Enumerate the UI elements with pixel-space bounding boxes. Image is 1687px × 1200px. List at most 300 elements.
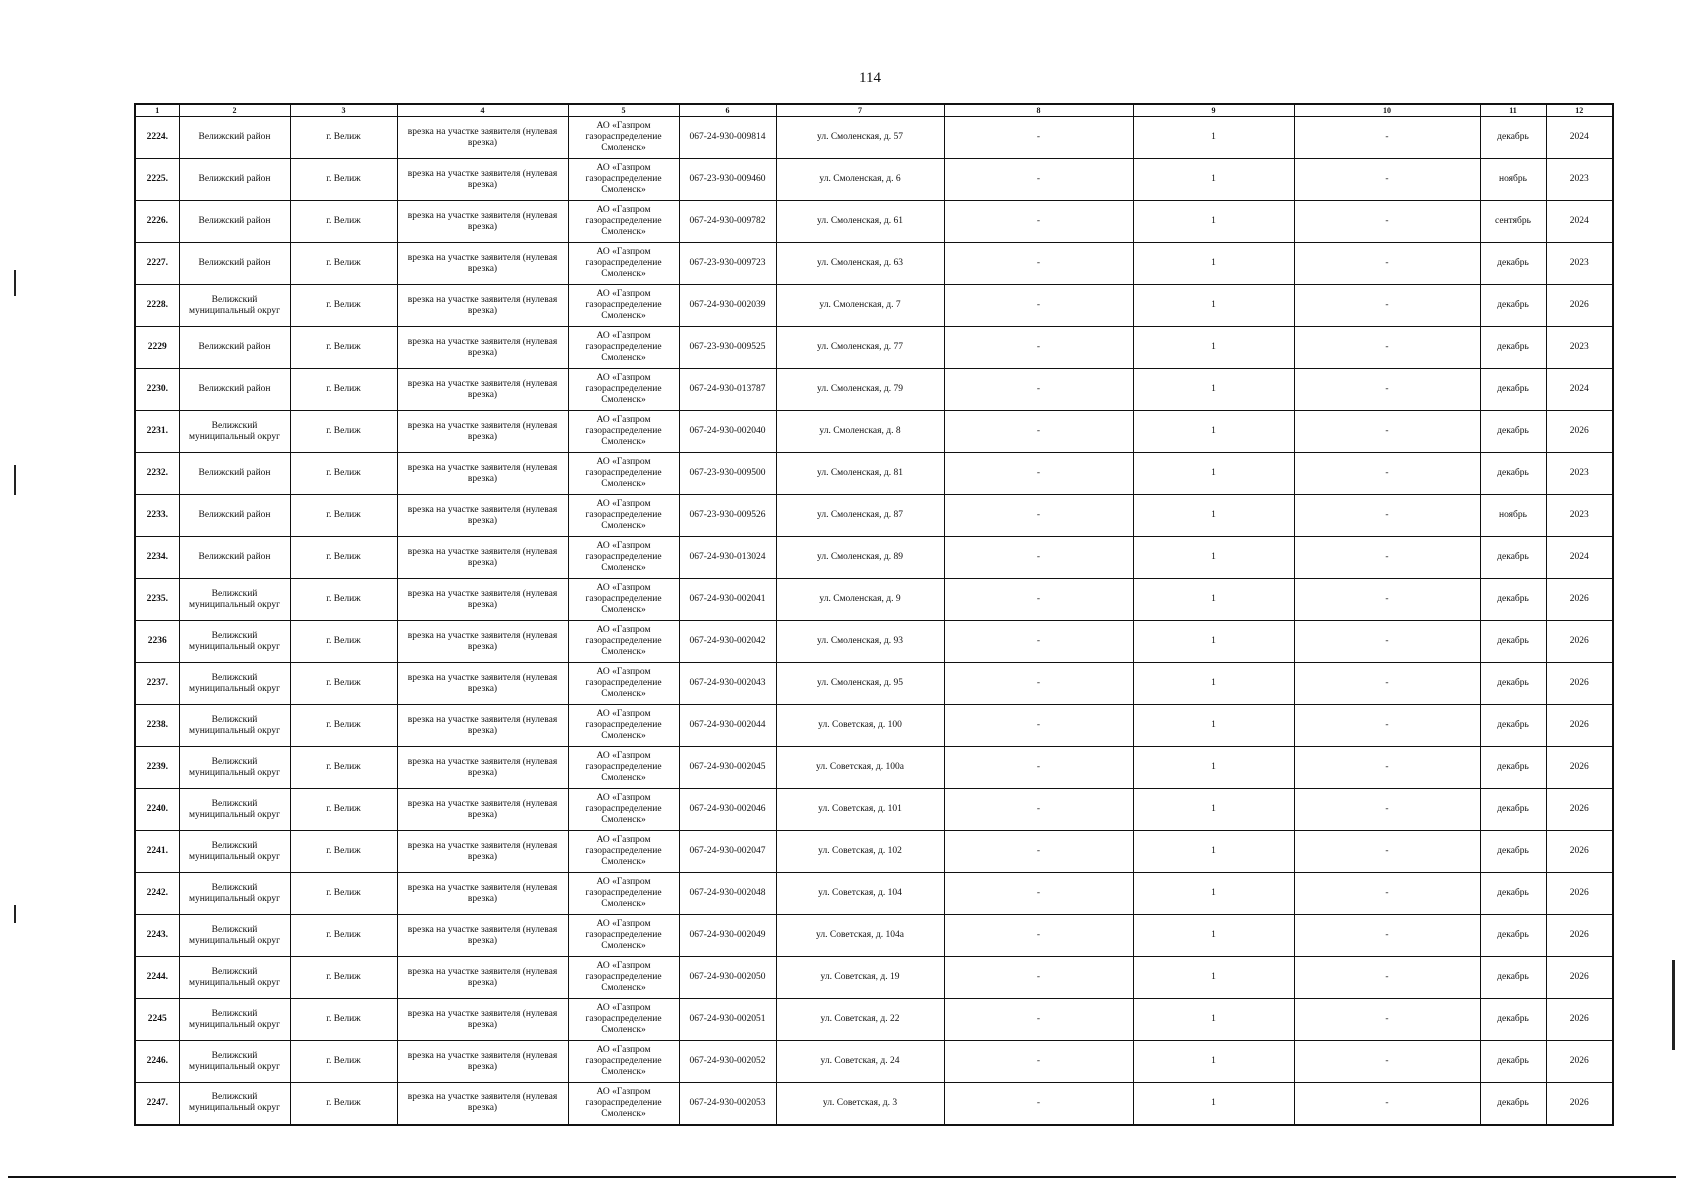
city-cell: г. Велиж — [290, 201, 397, 243]
table-row — [135, 915, 1613, 957]
month-cell: декабрь — [1480, 537, 1546, 579]
month-cell: декабрь — [1480, 411, 1546, 453]
year-cell: 2026 — [1546, 285, 1613, 327]
column-8-cell: - — [944, 789, 1133, 831]
scan-margin-mark — [14, 270, 16, 296]
row-number: 2232. — [135, 453, 179, 495]
application-code-cell: 067-23-930-009525 — [679, 327, 776, 369]
city-cell: г. Велиж — [290, 999, 397, 1041]
city-cell: г. Велиж — [290, 915, 397, 957]
column-8-cell: - — [944, 243, 1133, 285]
district-cell: Велижский муниципальный округ — [179, 789, 290, 831]
column-10-cell: - — [1294, 747, 1480, 789]
column-10-cell: - — [1294, 159, 1480, 201]
month-cell: ноябрь — [1480, 495, 1546, 537]
column-header: 8 — [944, 104, 1133, 117]
month-cell: декабрь — [1480, 327, 1546, 369]
organization-cell: АО «Газпром газораспределение Смоленск» — [568, 705, 679, 747]
month-cell: декабрь — [1480, 243, 1546, 285]
column-9-cell: 1 — [1133, 705, 1294, 747]
column-header: 2 — [179, 104, 290, 117]
application-code-cell: 067-24-930-002043 — [679, 663, 776, 705]
table-row — [135, 117, 1613, 159]
year-cell: 2026 — [1546, 915, 1613, 957]
organization-cell: АО «Газпром газораспределение Смоленск» — [568, 369, 679, 411]
work-type-cell: врезка на участке заявителя (нулевая врезка) — [397, 285, 568, 327]
row-number: 2237. — [135, 663, 179, 705]
month-cell: декабрь — [1480, 999, 1546, 1041]
address-cell: ул. Советская, д. 100 — [776, 705, 944, 747]
city-cell: г. Велиж — [290, 285, 397, 327]
work-type-cell: врезка на участке заявителя (нулевая врезка) — [397, 159, 568, 201]
table-row — [135, 663, 1613, 705]
row-number: 2244. — [135, 957, 179, 999]
table-row — [135, 537, 1613, 579]
month-cell: декабрь — [1480, 1083, 1546, 1125]
column-10-cell: - — [1294, 873, 1480, 915]
column-9-cell: 1 — [1133, 663, 1294, 705]
application-code-cell: 067-24-930-002041 — [679, 579, 776, 621]
address-cell: ул. Смоленская, д. 63 — [776, 243, 944, 285]
column-8-cell: - — [944, 327, 1133, 369]
district-cell: Велижский район — [179, 159, 290, 201]
application-code-cell: 067-24-930-002050 — [679, 957, 776, 999]
scan-margin-mark — [14, 905, 16, 923]
column-10-cell: - — [1294, 495, 1480, 537]
application-code-cell: 067-24-930-002045 — [679, 747, 776, 789]
address-cell: ул. Смоленская, д. 95 — [776, 663, 944, 705]
column-10-cell: - — [1294, 705, 1480, 747]
city-cell: г. Велиж — [290, 873, 397, 915]
application-code-cell: 067-24-930-002047 — [679, 831, 776, 873]
work-type-cell: врезка на участке заявителя (нулевая врезка) — [397, 999, 568, 1041]
year-cell: 2023 — [1546, 327, 1613, 369]
district-cell: Велижский муниципальный округ — [179, 999, 290, 1041]
column-10-cell: - — [1294, 453, 1480, 495]
year-cell: 2026 — [1546, 411, 1613, 453]
column-9-cell: 1 — [1133, 831, 1294, 873]
column-10-cell: - — [1294, 411, 1480, 453]
application-code-cell: 067-24-930-009782 — [679, 201, 776, 243]
month-cell: декабрь — [1480, 705, 1546, 747]
organization-cell: АО «Газпром газораспределение Смоленск» — [568, 663, 679, 705]
month-cell: декабрь — [1480, 621, 1546, 663]
column-10-cell: - — [1294, 789, 1480, 831]
column-9-cell: 1 — [1133, 1083, 1294, 1125]
column-8-cell: - — [944, 285, 1133, 327]
row-number: 2226. — [135, 201, 179, 243]
district-cell: Велижский район — [179, 369, 290, 411]
district-cell: Велижский муниципальный округ — [179, 747, 290, 789]
year-cell: 2026 — [1546, 705, 1613, 747]
address-cell: ул. Смоленская, д. 81 — [776, 453, 944, 495]
application-code-cell: 067-23-930-009500 — [679, 453, 776, 495]
column-10-cell: - — [1294, 537, 1480, 579]
month-cell: декабрь — [1480, 1041, 1546, 1083]
column-header: 12 — [1546, 104, 1613, 117]
work-type-cell: врезка на участке заявителя (нулевая врезка) — [397, 663, 568, 705]
year-cell: 2026 — [1546, 1083, 1613, 1125]
column-10-cell: - — [1294, 201, 1480, 243]
city-cell: г. Велиж — [290, 789, 397, 831]
city-cell: г. Велиж — [290, 159, 397, 201]
work-type-cell: врезка на участке заявителя (нулевая врезка) — [397, 747, 568, 789]
column-9-cell: 1 — [1133, 999, 1294, 1041]
work-type-cell: врезка на участке заявителя (нулевая врезка) — [397, 873, 568, 915]
month-cell: декабрь — [1480, 369, 1546, 411]
column-10-cell: - — [1294, 1041, 1480, 1083]
city-cell: г. Велиж — [290, 537, 397, 579]
scan-margin-mark — [1672, 960, 1675, 1050]
organization-cell: АО «Газпром газораспределение Смоленск» — [568, 1083, 679, 1125]
organization-cell: АО «Газпром газораспределение Смоленск» — [568, 789, 679, 831]
column-header: 9 — [1133, 104, 1294, 117]
column-10-cell: - — [1294, 243, 1480, 285]
address-cell: ул. Советская, д. 100а — [776, 747, 944, 789]
column-9-cell: 1 — [1133, 201, 1294, 243]
application-code-cell: 067-24-930-013787 — [679, 369, 776, 411]
row-number: 2234. — [135, 537, 179, 579]
year-cell: 2026 — [1546, 579, 1613, 621]
month-cell: декабрь — [1480, 453, 1546, 495]
address-cell: ул. Смоленская, д. 93 — [776, 621, 944, 663]
column-9-cell: 1 — [1133, 537, 1294, 579]
organization-cell: АО «Газпром газораспределение Смоленск» — [568, 999, 679, 1041]
column-8-cell: - — [944, 411, 1133, 453]
district-cell: Велижский район — [179, 537, 290, 579]
organization-cell: АО «Газпром газораспределение Смоленск» — [568, 915, 679, 957]
district-cell: Велижский район — [179, 327, 290, 369]
table-row — [135, 579, 1613, 621]
table-body — [135, 117, 1613, 1125]
table-row — [135, 327, 1613, 369]
address-cell: ул. Советская, д. 101 — [776, 789, 944, 831]
district-cell: Велижский район — [179, 201, 290, 243]
address-cell: ул. Советская, д. 22 — [776, 999, 944, 1041]
column-9-cell: 1 — [1133, 369, 1294, 411]
application-code-cell: 067-24-930-009814 — [679, 117, 776, 159]
column-9-cell: 1 — [1133, 957, 1294, 999]
year-cell: 2026 — [1546, 957, 1613, 999]
application-code-cell: 067-23-930-009723 — [679, 243, 776, 285]
row-number: 2230. — [135, 369, 179, 411]
column-8-cell: - — [944, 999, 1133, 1041]
year-cell: 2026 — [1546, 663, 1613, 705]
work-type-cell: врезка на участке заявителя (нулевая врезка) — [397, 411, 568, 453]
district-cell: Велижский муниципальный округ — [179, 285, 290, 327]
column-header: 11 — [1480, 104, 1546, 117]
year-cell: 2026 — [1546, 873, 1613, 915]
column-9-cell: 1 — [1133, 579, 1294, 621]
table-row — [135, 201, 1613, 243]
column-8-cell: - — [944, 579, 1133, 621]
address-cell: ул. Смоленская, д. 7 — [776, 285, 944, 327]
year-cell: 2023 — [1546, 159, 1613, 201]
application-code-cell: 067-24-930-002053 — [679, 1083, 776, 1125]
year-cell: 2023 — [1546, 243, 1613, 285]
scan-margin-mark — [14, 465, 16, 495]
organization-cell: АО «Газпром газораспределение Смоленск» — [568, 831, 679, 873]
column-8-cell: - — [944, 537, 1133, 579]
city-cell: г. Велиж — [290, 453, 397, 495]
page-number: 114 — [859, 70, 881, 86]
year-cell: 2026 — [1546, 1041, 1613, 1083]
column-8-cell: - — [944, 957, 1133, 999]
column-10-cell: - — [1294, 831, 1480, 873]
row-number: 2228. — [135, 285, 179, 327]
month-cell: декабрь — [1480, 663, 1546, 705]
row-number: 2239. — [135, 747, 179, 789]
column-8-cell: - — [944, 1041, 1133, 1083]
organization-cell: АО «Газпром газораспределение Смоленск» — [568, 621, 679, 663]
address-cell: ул. Смоленская, д. 79 — [776, 369, 944, 411]
city-cell: г. Велиж — [290, 117, 397, 159]
work-type-cell: врезка на участке заявителя (нулевая врезка) — [397, 957, 568, 999]
column-10-cell: - — [1294, 621, 1480, 663]
district-cell: Велижский муниципальный округ — [179, 663, 290, 705]
organization-cell: АО «Газпром газораспределение Смоленск» — [568, 747, 679, 789]
organization-cell: АО «Газпром газораспределение Смоленск» — [568, 243, 679, 285]
application-code-cell: 067-24-930-002046 — [679, 789, 776, 831]
column-9-cell: 1 — [1133, 285, 1294, 327]
organization-cell: АО «Газпром газораспределение Смоленск» — [568, 1041, 679, 1083]
organization-cell: АО «Газпром газораспределение Смоленск» — [568, 453, 679, 495]
organization-cell: АО «Газпром газораспределение Смоленск» — [568, 579, 679, 621]
column-header: 1 — [135, 104, 179, 117]
work-type-cell: врезка на участке заявителя (нулевая врезка) — [397, 327, 568, 369]
row-number: 2243. — [135, 915, 179, 957]
district-cell: Велижский район — [179, 117, 290, 159]
organization-cell: АО «Газпром газораспределение Смоленск» — [568, 201, 679, 243]
application-code-cell: 067-24-930-013024 — [679, 537, 776, 579]
column-10-cell: - — [1294, 1083, 1480, 1125]
column-9-cell: 1 — [1133, 453, 1294, 495]
table-row — [135, 831, 1613, 873]
organization-cell: АО «Газпром газораспределение Смоленск» — [568, 159, 679, 201]
column-9-cell: 1 — [1133, 789, 1294, 831]
city-cell: г. Велиж — [290, 1041, 397, 1083]
column-9-cell: 1 — [1133, 327, 1294, 369]
address-cell: ул. Смоленская, д. 77 — [776, 327, 944, 369]
column-8-cell: - — [944, 495, 1133, 537]
year-cell: 2024 — [1546, 201, 1613, 243]
row-number: 2235. — [135, 579, 179, 621]
district-cell: Велижский муниципальный округ — [179, 621, 290, 663]
year-cell: 2026 — [1546, 831, 1613, 873]
column-10-cell: - — [1294, 999, 1480, 1041]
year-cell: 2026 — [1546, 747, 1613, 789]
table-row — [135, 957, 1613, 999]
table-row — [135, 495, 1613, 537]
column-8-cell: - — [944, 159, 1133, 201]
year-cell: 2026 — [1546, 789, 1613, 831]
city-cell: г. Велиж — [290, 579, 397, 621]
column-8-cell: - — [944, 873, 1133, 915]
address-cell: ул. Смоленская, д. 87 — [776, 495, 944, 537]
city-cell: г. Велиж — [290, 411, 397, 453]
work-type-cell: врезка на участке заявителя (нулевая врезка) — [397, 705, 568, 747]
month-cell: декабрь — [1480, 873, 1546, 915]
year-cell: 2026 — [1546, 621, 1613, 663]
column-9-cell: 1 — [1133, 159, 1294, 201]
page-bottom-rule — [8, 1176, 1676, 1178]
city-cell: г. Велиж — [290, 243, 397, 285]
table-row — [135, 873, 1613, 915]
table-row — [135, 1083, 1613, 1125]
column-10-cell: - — [1294, 663, 1480, 705]
address-cell: ул. Советская, д. 102 — [776, 831, 944, 873]
address-cell: ул. Смоленская, д. 8 — [776, 411, 944, 453]
column-header: 5 — [568, 104, 679, 117]
district-cell: Велижский муниципальный округ — [179, 831, 290, 873]
application-code-cell: 067-24-930-002052 — [679, 1041, 776, 1083]
city-cell: г. Велиж — [290, 495, 397, 537]
column-8-cell: - — [944, 747, 1133, 789]
column-header: 4 — [397, 104, 568, 117]
work-type-cell: врезка на участке заявителя (нулевая врезка) — [397, 1041, 568, 1083]
column-header: 3 — [290, 104, 397, 117]
column-10-cell: - — [1294, 915, 1480, 957]
column-9-cell: 1 — [1133, 1041, 1294, 1083]
column-9-cell: 1 — [1133, 495, 1294, 537]
column-header: 7 — [776, 104, 944, 117]
month-cell: декабрь — [1480, 957, 1546, 999]
column-10-cell: - — [1294, 327, 1480, 369]
application-code-cell: 067-24-930-002051 — [679, 999, 776, 1041]
city-cell: г. Велиж — [290, 831, 397, 873]
organization-cell: АО «Газпром газораспределение Смоленск» — [568, 117, 679, 159]
table-row — [135, 705, 1613, 747]
column-8-cell: - — [944, 117, 1133, 159]
column-10-cell: - — [1294, 117, 1480, 159]
organization-cell: АО «Газпром газораспределение Смоленск» — [568, 327, 679, 369]
month-cell: декабрь — [1480, 579, 1546, 621]
column-9-cell: 1 — [1133, 873, 1294, 915]
city-cell: г. Велиж — [290, 327, 397, 369]
city-cell: г. Велиж — [290, 369, 397, 411]
application-code-cell: 067-24-930-002039 — [679, 285, 776, 327]
application-code-cell: 067-24-930-002042 — [679, 621, 776, 663]
work-type-cell: врезка на участке заявителя (нулевая врезка) — [397, 201, 568, 243]
city-cell: г. Велиж — [290, 1083, 397, 1125]
application-code-cell: 067-24-930-002044 — [679, 705, 776, 747]
city-cell: г. Велиж — [290, 747, 397, 789]
work-type-cell: врезка на участке заявителя (нулевая врезка) — [397, 831, 568, 873]
address-cell: ул. Советская, д. 104 — [776, 873, 944, 915]
column-8-cell: - — [944, 621, 1133, 663]
district-cell: Велижский муниципальный округ — [179, 873, 290, 915]
organization-cell: АО «Газпром газораспределение Смоленск» — [568, 495, 679, 537]
address-cell: ул. Советская, д. 19 — [776, 957, 944, 999]
district-cell: Велижский район — [179, 243, 290, 285]
work-type-cell: врезка на участке заявителя (нулевая врезка) — [397, 369, 568, 411]
row-number: 2246. — [135, 1041, 179, 1083]
row-number: 2240. — [135, 789, 179, 831]
city-cell: г. Велиж — [290, 621, 397, 663]
column-number-row — [135, 104, 1613, 117]
organization-cell: АО «Газпром газораспределение Смоленск» — [568, 537, 679, 579]
table-row — [135, 747, 1613, 789]
column-10-cell: - — [1294, 579, 1480, 621]
address-cell: ул. Смоленская, д. 89 — [776, 537, 944, 579]
table-row — [135, 285, 1613, 327]
column-8-cell: - — [944, 663, 1133, 705]
district-cell: Велижский муниципальный округ — [179, 915, 290, 957]
month-cell: декабрь — [1480, 747, 1546, 789]
column-9-cell: 1 — [1133, 117, 1294, 159]
organization-cell: АО «Газпром газораспределение Смоленск» — [568, 873, 679, 915]
work-type-cell: врезка на участке заявителя (нулевая врезка) — [397, 579, 568, 621]
row-number: 2242. — [135, 873, 179, 915]
application-code-cell: 067-24-930-002048 — [679, 873, 776, 915]
work-type-cell: врезка на участке заявителя (нулевая врезка) — [397, 915, 568, 957]
column-8-cell: - — [944, 831, 1133, 873]
table-row — [135, 159, 1613, 201]
column-10-cell: - — [1294, 957, 1480, 999]
work-type-cell: врезка на участке заявителя (нулевая врезка) — [397, 243, 568, 285]
year-cell: 2023 — [1546, 495, 1613, 537]
work-type-cell: врезка на участке заявителя (нулевая врезка) — [397, 495, 568, 537]
registry-table — [134, 103, 1614, 1126]
column-9-cell: 1 — [1133, 915, 1294, 957]
district-cell: Велижский муниципальный округ — [179, 411, 290, 453]
district-cell: Велижский муниципальный округ — [179, 705, 290, 747]
table-row — [135, 369, 1613, 411]
column-9-cell: 1 — [1133, 243, 1294, 285]
row-number: 2231. — [135, 411, 179, 453]
work-type-cell: врезка на участке заявителя (нулевая врезка) — [397, 453, 568, 495]
column-10-cell: - — [1294, 369, 1480, 411]
row-number: 2233. — [135, 495, 179, 537]
column-header: 6 — [679, 104, 776, 117]
address-cell: ул. Смоленская, д. 9 — [776, 579, 944, 621]
column-10-cell: - — [1294, 285, 1480, 327]
address-cell: ул. Советская, д. 3 — [776, 1083, 944, 1125]
table-row — [135, 453, 1613, 495]
column-8-cell: - — [944, 705, 1133, 747]
application-code-cell: 067-24-930-002049 — [679, 915, 776, 957]
year-cell: 2024 — [1546, 537, 1613, 579]
city-cell: г. Велиж — [290, 957, 397, 999]
row-number: 2247. — [135, 1083, 179, 1125]
row-number: 2229 — [135, 327, 179, 369]
work-type-cell: врезка на участке заявителя (нулевая врезка) — [397, 1083, 568, 1125]
column-9-cell: 1 — [1133, 621, 1294, 663]
work-type-cell: врезка на участке заявителя (нулевая врезка) — [397, 621, 568, 663]
year-cell: 2024 — [1546, 117, 1613, 159]
organization-cell: АО «Газпром газораспределение Смоленск» — [568, 957, 679, 999]
district-cell: Велижский муниципальный округ — [179, 579, 290, 621]
address-cell: ул. Советская, д. 24 — [776, 1041, 944, 1083]
organization-cell: АО «Газпром газораспределение Смоленск» — [568, 411, 679, 453]
row-number: 2225. — [135, 159, 179, 201]
district-cell: Велижский муниципальный округ — [179, 1041, 290, 1083]
month-cell: декабрь — [1480, 117, 1546, 159]
address-cell: ул. Смоленская, д. 57 — [776, 117, 944, 159]
row-number: 2238. — [135, 705, 179, 747]
year-cell: 2024 — [1546, 369, 1613, 411]
work-type-cell: врезка на участке заявителя (нулевая врезка) — [397, 117, 568, 159]
table-row — [135, 621, 1613, 663]
column-header: 10 — [1294, 104, 1480, 117]
month-cell: декабрь — [1480, 789, 1546, 831]
district-cell: Велижский муниципальный округ — [179, 957, 290, 999]
district-cell: Велижский район — [179, 495, 290, 537]
column-8-cell: - — [944, 915, 1133, 957]
district-cell: Велижский район — [179, 453, 290, 495]
column-8-cell: - — [944, 1083, 1133, 1125]
column-9-cell: 1 — [1133, 747, 1294, 789]
